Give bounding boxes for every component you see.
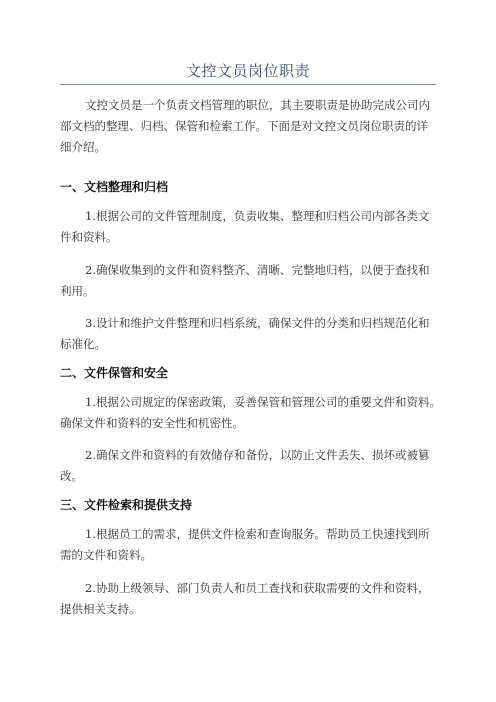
intro-line: 部文档的整理、归档、保管和检索工作。下面是对文控文员岗位职责的详 [60, 119, 428, 133]
section-3-item-2 [60, 578, 441, 620]
item-line: 3.设计和维护文件整理和归档系统，确保文件的分类和归档规范化和 [85, 316, 430, 330]
item-line: 2.确保收集到的文件和资料整齐、清晰、完整地归档，以便于查找和 [85, 263, 430, 277]
item-line: 2.协助上级领导、部门负责人和员工查找和获取需要的文件和资料， [85, 581, 430, 595]
section-2-item-2 [60, 445, 441, 487]
item-line: 2.确保文件和资料的有效储存和备份，以防止文件丢失、损坏或被篡 [85, 448, 430, 462]
item-line: 1.根据公司的文件管理制度，负责收集、整理和归档公司内部各类文 [85, 209, 430, 223]
section-heading-2: 二、文件保管和安全 [60, 366, 169, 380]
intro-line: 细介绍。 [60, 140, 106, 154]
item-line: 需的文件和资料。 [60, 548, 152, 562]
section-1-item-1 [60, 206, 441, 248]
title-underline [60, 84, 436, 85]
item-line: 1.根据公司规定的保密政策，妥善保管和管理公司的重要文件和资料。 [85, 395, 441, 409]
document-title: 文控文员岗位职责 [185, 62, 310, 80]
section-3-item-1 [60, 524, 441, 566]
item-line: 利用。 [60, 284, 95, 298]
section-heading-3: 三、文件检索和提供支持 [60, 498, 193, 512]
item-line: 改。 [60, 469, 83, 483]
item-line: 提供相关支持。 [60, 602, 141, 616]
item-line: 确保文件和资料的安全性和机密性。 [60, 416, 244, 430]
section-2-item-1 [60, 392, 441, 434]
item-line: 1.根据员工的需求，提供文件检索和查询服务。帮助员工快速找到所 [85, 527, 430, 541]
section-heading-1: 一、文档整理和归档 [60, 180, 169, 194]
intro-line: 文控文员是一个负责文档管理的职位，其主要职责是协助完成公司内 [85, 98, 430, 112]
item-line: 件和资料。 [60, 230, 118, 244]
item-line: 标准化。 [60, 337, 106, 351]
section-1-item-3 [60, 313, 441, 355]
section-1-item-2 [60, 260, 441, 302]
intro-paragraph [60, 95, 441, 158]
